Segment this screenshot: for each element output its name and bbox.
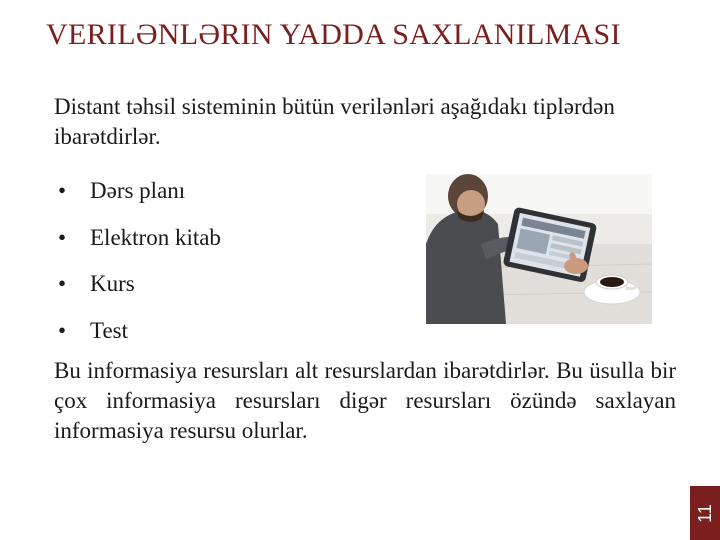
list-item xyxy=(58,215,221,262)
bullet-icon: • xyxy=(58,178,67,204)
slide-title: VERILƏNLƏRIN YADDA SAXLANILMASI xyxy=(46,18,621,51)
page-number: 11 xyxy=(694,503,715,523)
list-item-label: Test xyxy=(90,317,128,343)
intro-paragraph: Distant təhsil sisteminin bütün verilənləri aşağıdakı tiplərdən ibarətdirlər. xyxy=(54,94,615,149)
list-item xyxy=(58,261,221,308)
bullet-icon: • xyxy=(58,317,67,343)
list-item xyxy=(58,168,221,215)
list-item-label: Kurs xyxy=(90,271,135,297)
list-item xyxy=(58,308,221,355)
data-type-list xyxy=(58,168,221,354)
bullet-icon: • xyxy=(58,224,67,250)
list-item-label: Dərs planı xyxy=(90,178,186,204)
man-using-tablet-photo xyxy=(426,174,652,324)
page-number-badge xyxy=(690,486,720,540)
outro-paragraph: Bu informasiya resursları alt resurslardan ibarətdirlər. Bu üsulla bir çox informasiya resursları digər resursları özündə saxlayan informasiya resursu olurlar. xyxy=(54,358,676,443)
list-item-label: Elektron kitab xyxy=(90,224,221,250)
photo-illustration xyxy=(426,174,652,324)
bullet-icon: • xyxy=(58,271,67,297)
